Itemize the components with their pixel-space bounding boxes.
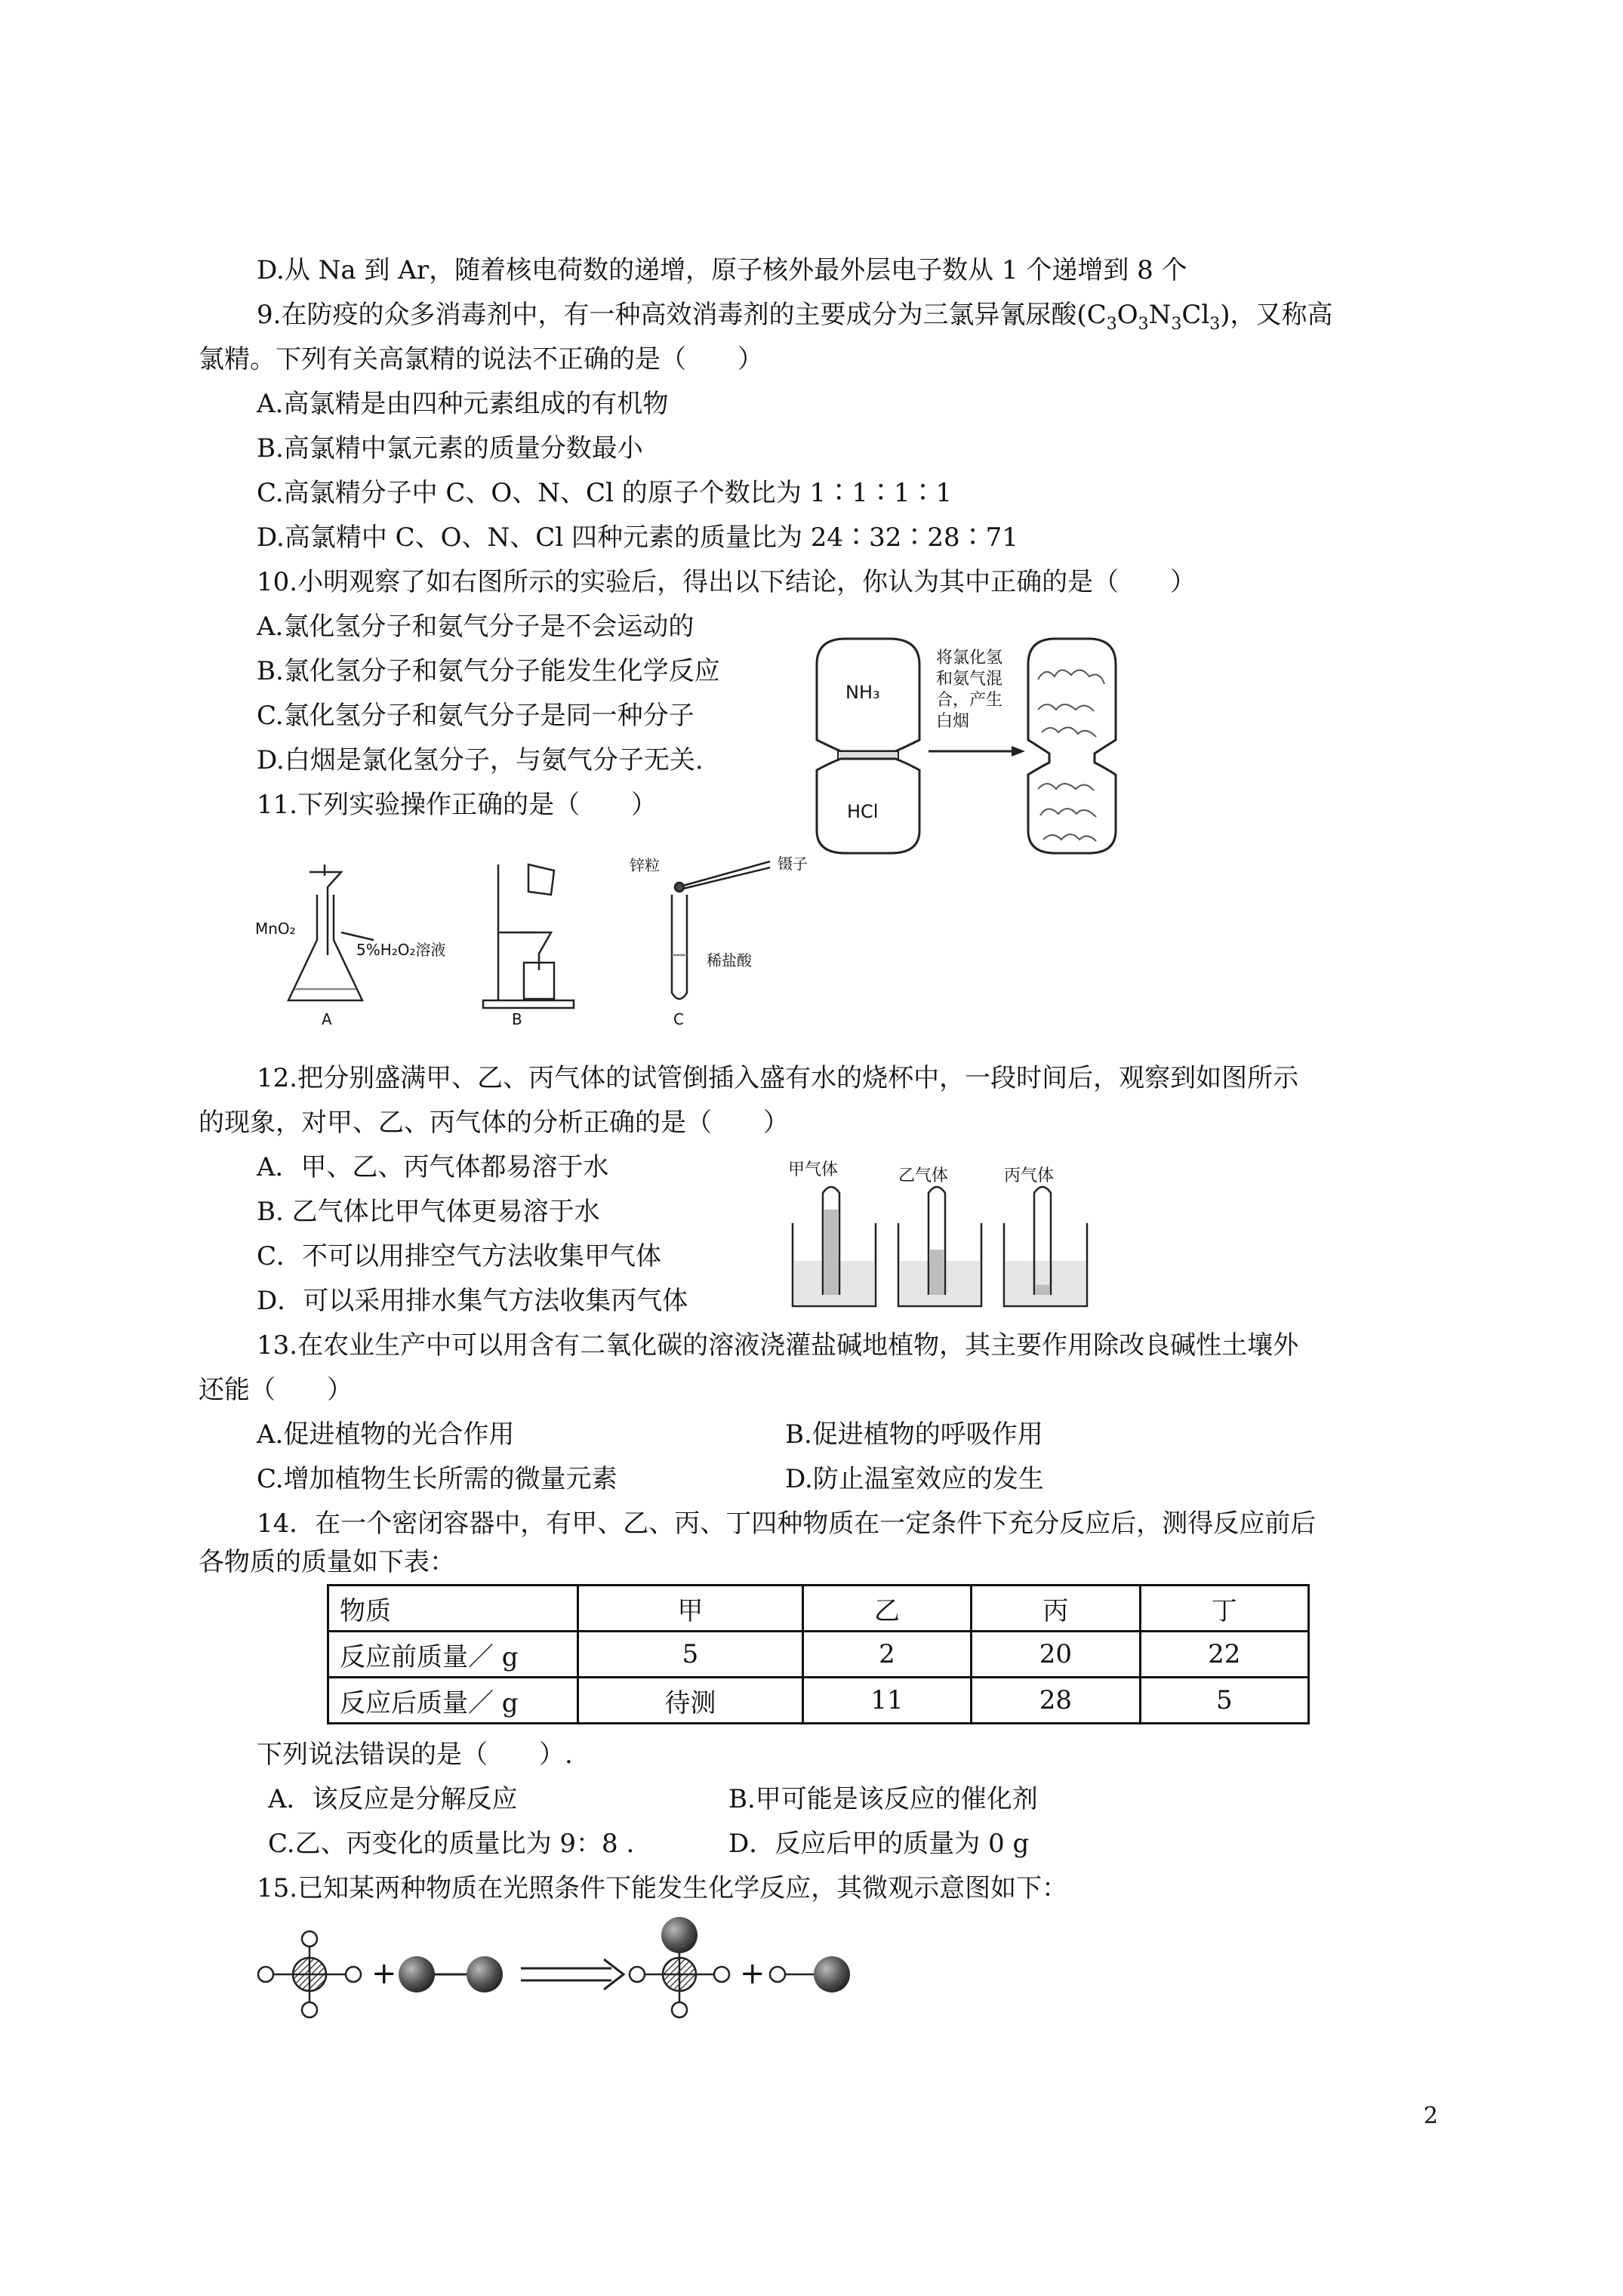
label-c: C — [673, 1010, 684, 1028]
table-header-cell: 丁 — [1140, 1586, 1308, 1632]
q9-stem-line1: 9.在防疫的众多消毒剂中，有一种高效消毒剂的主要成分为三氯异氰尿酸$(C_3O_3N_3Cl_3)$，又称高 — [257, 300, 1333, 334]
apparatus-b-filter-icon — [483, 864, 574, 1008]
q10-figure-gas-bottles — [808, 634, 1125, 861]
arrow-text-4: 白烟 — [936, 712, 970, 731]
chlorine-molecule-icon — [399, 1956, 503, 1992]
q10-option-c: C.氯化氢分子和氨气分子是同一种分子 — [257, 701, 694, 731]
q12-option-c: C．不可以用排空气方法收集甲气体 — [257, 1241, 662, 1271]
q12-stem-line1: 12.把分别盛满甲、乙、丙气体的试管倒插入盛有水的烧杯中，一段时间后，观察到如图所示 — [257, 1063, 1299, 1093]
zinc-label: 锌粒 — [630, 856, 660, 874]
arrow-text-1: 将氯化氢 — [936, 649, 1003, 667]
table-cell: 22 — [1140, 1632, 1308, 1678]
acid-label: 稀盐酸 — [707, 951, 752, 969]
q10-option-b: B.氯化氢分子和氨气分子能发生化学反应 — [257, 656, 720, 686]
q14-question: 下列说法错误的是（ ）. — [257, 1740, 573, 1770]
q13-option-d: D.防止温室效应的发生 — [785, 1464, 1044, 1494]
table-cell: 5 — [578, 1632, 803, 1678]
q15-figure-micro-reaction — [249, 1914, 876, 2042]
arrow-head-icon — [1012, 746, 1025, 757]
q12-stem-line2: 的现象，对甲、乙、丙气体的分析正确的是（ ） — [199, 1108, 789, 1138]
joined-bottle — [1028, 639, 1116, 853]
table-cell: 11 — [802, 1678, 971, 1724]
tube-water-level — [824, 1210, 838, 1295]
q10-option-d: D.白烟是氯化氢分子，与氨气分子无关. — [257, 745, 704, 775]
q9-option-c: C.高氯精分子中 C、O、N、Cl 的原子个数比为 1∶1∶1∶1 — [257, 478, 953, 508]
gas-label-bing: 丙气体 — [1004, 1166, 1055, 1185]
table-cell: 反应后质量／ g — [328, 1678, 578, 1724]
q15-stem: 15.已知某两种物质在光照条件下能发生化学反应，其微观示意图如下： — [257, 1873, 1068, 1903]
beaker-water — [1006, 1261, 1086, 1305]
q11-figure-apparatus — [249, 849, 823, 1031]
label-a: A — [322, 1010, 332, 1028]
hcl-label: HCl — [847, 801, 879, 822]
hcl-molecule-icon — [770, 1956, 850, 1992]
gas-label-jia: 甲气体 — [788, 1160, 839, 1179]
table-header-cell: 物质 — [328, 1586, 578, 1632]
tube-water-level — [1036, 1285, 1049, 1295]
page-number: 2 — [1423, 2103, 1438, 2129]
q9-option-a: A.高氯精是由四种元素组成的有机物 — [257, 389, 669, 419]
q13-option-c: C.增加植物生长所需的微量元素 — [257, 1464, 617, 1494]
q14-option-b: B.甲可能是该反应的催化剂 — [728, 1784, 1038, 1814]
q14-stem-line1: 14．在一个密闭容器中，有甲、乙、丙、丁四种物质在一定条件下充分反应后，测得反应前后 — [257, 1509, 1317, 1539]
tweezers-label: 镊子 — [778, 855, 808, 873]
table-cell: 20 — [972, 1632, 1140, 1678]
table-cell: 反应前质量／ g — [328, 1632, 578, 1678]
apparatus-c-test-tube-icon — [672, 861, 770, 999]
plus-icon: + — [740, 1956, 765, 1991]
table-cell: 待测 — [578, 1678, 803, 1724]
q9-option-d: D.高氯精中 C、O、N、Cl 四种元素的质量比为 24∶32∶28∶71 — [257, 522, 1018, 553]
table-row — [328, 1632, 1309, 1678]
mass-table — [327, 1584, 1310, 1724]
chloromethane-molecule-icon — [630, 1917, 729, 2017]
q12-option-d: D．可以采用排水集气方法收集丙气体 — [257, 1286, 688, 1316]
q14-option-a: A．该反应是分解反应 — [268, 1784, 518, 1814]
q12-option-b: B. 乙气体比甲气体更易溶于水 — [257, 1197, 600, 1227]
methane-molecule-icon — [258, 1931, 361, 2017]
table-header-cell: 甲 — [578, 1586, 803, 1632]
q12-figure-beakers — [778, 1155, 1102, 1314]
arrow-text-2: 和氨气混 — [936, 670, 1003, 689]
q13-option-a: A.促进植物的光合作用 — [257, 1419, 515, 1450]
table-cell: 5 — [1140, 1678, 1308, 1724]
q14-stem-line2: 各物质的质量如下表： — [199, 1547, 455, 1577]
table-header-cell: 丙 — [972, 1586, 1140, 1632]
q14-option-c: C.乙、丙变化的质量比为 9：8 . — [268, 1829, 635, 1859]
plus-icon: + — [371, 1956, 397, 1991]
table-header-cell: 乙 — [802, 1586, 971, 1632]
table-header-row — [328, 1586, 1309, 1632]
h2o2-label: 5%H₂O₂溶液 — [356, 941, 446, 959]
q14-option-d: D．反应后甲的质量为 0 g — [728, 1829, 1030, 1859]
q9-option-b: B.高氯精中氯元素的质量分数最小 — [257, 433, 643, 464]
table-cell: 28 — [972, 1678, 1140, 1724]
q8-option-d: D.从 Na 到 Ar，随着核电荷数的递增，原子核外最外层电子数从 1 个递增到 8 个 — [257, 255, 1187, 285]
q10-option-a: A.氯化氢分子和氨气分子是不会运动的 — [257, 612, 694, 642]
q13-stem-line1: 13.在农业生产中可以用含有二氧化碳的溶液浇灌盐碱地植物，其主要作用除改良碱性土壤外 — [257, 1330, 1299, 1361]
q9-stem-line2: 氯精。下列有关高氯精的说法不正确的是（ ） — [199, 344, 763, 374]
nh3-label: NH₃ — [845, 682, 880, 703]
reaction-arrow-icon — [521, 1959, 624, 1989]
q11-stem: 11.下列实验操作正确的是（ ） — [257, 790, 658, 820]
table-row — [328, 1678, 1309, 1724]
q13-stem-line2: 还能（ ） — [199, 1375, 353, 1405]
q13-option-b: B.促进植物的呼吸作用 — [785, 1419, 1043, 1450]
apparatus-a-flask-icon — [288, 864, 374, 1000]
tube-water-level — [930, 1250, 944, 1295]
q12-option-a: A．甲、乙、丙气体都易溶于水 — [257, 1152, 609, 1182]
table-cell: 2 — [802, 1632, 971, 1678]
mno2-label: MnO₂ — [255, 920, 296, 938]
label-b: B — [512, 1010, 522, 1028]
gas-label-yi: 乙气体 — [898, 1166, 949, 1185]
q10-stem: 10.小明观察了如右图所示的实验后，得出以下结论，你认为其中正确的是（ ） — [257, 567, 1196, 597]
arrow-text-3: 合，产生 — [936, 691, 1003, 710]
